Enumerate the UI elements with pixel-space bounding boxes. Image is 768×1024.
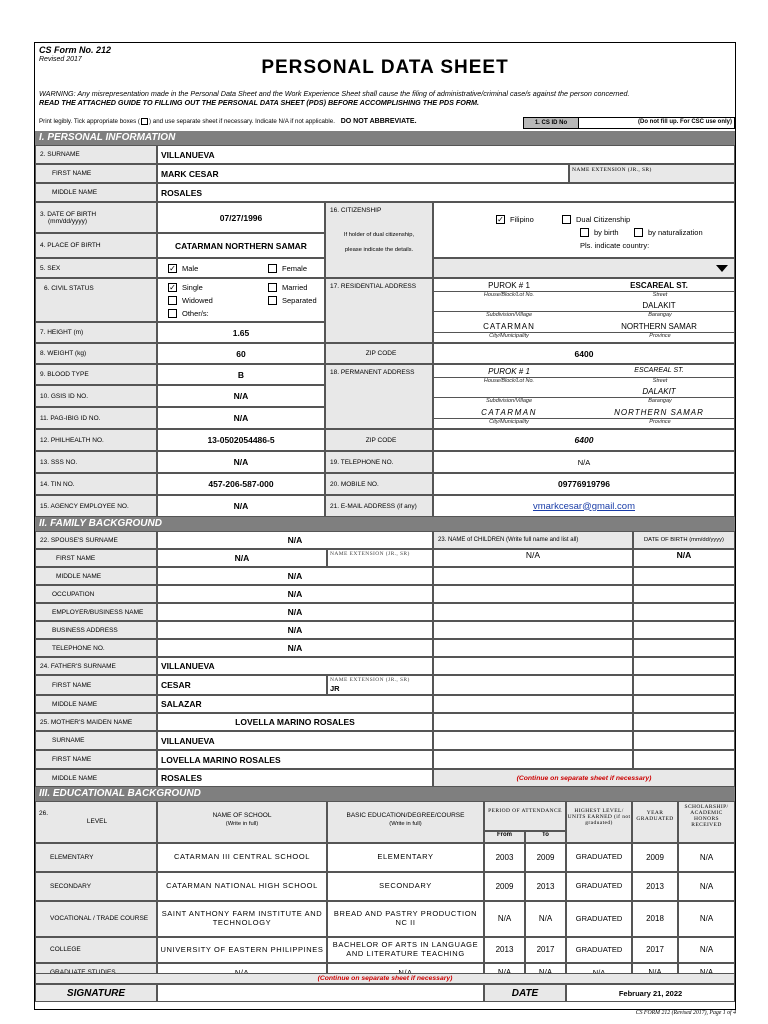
family-continue-note: (Continue on separate sheet if necessary)	[433, 769, 735, 787]
child-name-field[interactable]	[433, 695, 633, 713]
edu-highest-cell[interactable]: GRADUATED	[566, 843, 632, 872]
date-field[interactable]: February 21, 2022	[566, 984, 735, 1002]
edu-period-header: PERIOD OF ATTENDANCE	[484, 801, 566, 831]
edu-highest-header: HIGHEST LEVEL/ UNITS EARNED (if not graduated)	[566, 801, 632, 843]
child-dob-field[interactable]	[633, 639, 735, 657]
perm-sub-street: Street	[584, 377, 735, 384]
edu-highest-cell[interactable]: GRADUATED	[566, 872, 632, 901]
dob-format: (mm/dd/yyyy)	[48, 217, 87, 225]
cit-nat-option[interactable]	[634, 228, 703, 237]
father-middle-label: MIDDLE NAME	[35, 695, 157, 713]
cit-birth-option[interactable]	[580, 228, 619, 237]
edu-honors-cell[interactable]: N/A	[678, 901, 735, 937]
checkbox-checked-icon[interactable]: ✓	[497, 215, 504, 224]
spouse-ext-cell[interactable]	[327, 549, 433, 567]
res-sub-street: Street	[584, 291, 735, 298]
instr-part1: Print legibly. Tick appropriate boxes (	[39, 118, 140, 126]
edu-to-cell[interactable]: 2013	[525, 872, 566, 901]
telephone-label: 19. TELEPHONE NO.	[325, 451, 433, 473]
child-name-field[interactable]	[433, 731, 633, 750]
instr-part2: ) and use separate sheet if necessary. Indicate N/A if not applicable.	[149, 118, 335, 126]
child-dob-field[interactable]	[633, 621, 735, 639]
dual-note-2: please indicate the details.	[344, 247, 414, 253]
employer-field[interactable]: N/A	[157, 603, 433, 621]
mother-surname-label: SURNAME	[35, 731, 157, 750]
edu-level-label: LEVEL	[86, 818, 108, 825]
edu-year-header: YEAR GRADUATED	[632, 801, 678, 843]
edu-school-sub: (Write in full)	[225, 821, 259, 827]
father-ext-label: NAME EXTENSION (JR., SR)	[330, 677, 410, 683]
form-number: CS Form No. 212	[39, 45, 112, 55]
pob-label: 4. PLACE OF BIRTH	[35, 233, 157, 258]
child-dob-field[interactable]	[633, 603, 735, 621]
cit-filipino-option[interactable]	[496, 215, 534, 224]
edu-level-cell: COLLEGE	[35, 937, 157, 963]
tin-field[interactable]: 457-206-587-000	[157, 473, 325, 495]
res-house: PUROK # 1	[488, 281, 530, 290]
child-dob-field[interactable]	[633, 713, 735, 731]
spouse-surname-label: 22. SPOUSE'S SURNAME	[35, 531, 157, 549]
checkbox-icon[interactable]	[634, 228, 643, 237]
cit-dual-label: Dual Citizenship	[576, 215, 631, 224]
children-dob-label: DATE OF BIRTH (mm/dd/yyyy)	[633, 531, 735, 549]
employer-label: EMPLOYER/BUSINESS NAME	[35, 603, 157, 621]
edu-course-label: BASIC EDUCATION/DEGREE/COURSE	[346, 812, 465, 819]
perm-province: NORTHERN SAMAR	[614, 408, 704, 417]
edu-year-cell[interactable]: 2017	[632, 937, 678, 963]
spouse-ext-label: NAME EXTENSION (JR., SR)	[330, 551, 410, 557]
civil-separated-option[interactable]	[268, 296, 317, 305]
sss-field[interactable]: N/A	[157, 451, 325, 473]
mother-first-label: FIRST NAME	[35, 750, 157, 769]
print-instructions	[39, 118, 417, 125]
height-label: 7. HEIGHT (m)	[35, 322, 157, 343]
edu-honors-cell[interactable]: N/A	[678, 843, 735, 872]
perm-sub-city: City/Municipality	[434, 418, 584, 425]
sss-label: 13. SSS NO.	[35, 451, 157, 473]
tin-label: 14. TIN NO.	[35, 473, 157, 495]
checkbox-icon[interactable]	[268, 264, 277, 273]
mother-first-field[interactable]: LOVELLA MARINO ROSALES	[157, 750, 433, 769]
edu-from-cell[interactable]: 2003	[484, 843, 525, 872]
form-revision: Revised 2017	[39, 56, 82, 63]
tick-box-sample-icon	[141, 118, 148, 125]
edu-highest-cell[interactable]: GRADUATED	[566, 901, 632, 937]
child-name-field[interactable]	[433, 750, 633, 769]
edu-level-cell: ELEMENTARY	[35, 843, 157, 872]
spouse-telephone-field[interactable]: N/A	[157, 639, 433, 657]
checkbox-icon[interactable]	[168, 296, 177, 305]
edu-to-cell[interactable]: 2017	[525, 937, 566, 963]
checkbox-icon[interactable]	[168, 309, 177, 318]
surname-label: 2. SURNAME	[35, 145, 157, 164]
spouse-middle-label: MIDDLE NAME	[35, 567, 157, 585]
first-name-label: FIRST NAME	[35, 164, 157, 183]
perm-zip-field[interactable]: 6400	[433, 429, 735, 451]
child-name-field[interactable]: N/A	[433, 549, 633, 567]
edu-continue-note: (Continue on separate sheet if necessary)	[35, 973, 735, 984]
citizenship-label: 16. CITIZENSHIP	[330, 207, 382, 214]
pagibig-field[interactable]: N/A	[157, 407, 325, 429]
child-name-field[interactable]	[433, 675, 633, 695]
section-personal-info: I. PERSONAL INFORMATION	[35, 131, 735, 145]
child-name-field[interactable]	[433, 639, 633, 657]
child-name-field[interactable]	[433, 657, 633, 675]
father-ext-value: JR	[330, 684, 340, 693]
signature-field[interactable]	[157, 984, 484, 1002]
mother-surname-field[interactable]: VILLANUEVA	[157, 731, 433, 750]
father-surname-label: 24. FATHER'S SURNAME	[35, 657, 157, 675]
spouse-first-label: FIRST NAME	[35, 549, 157, 567]
edu-num-label: 26.	[39, 810, 49, 817]
civil-other-label: Other/s:	[182, 309, 209, 318]
height-field[interactable]: 1.65	[157, 322, 325, 343]
cs-id-box	[523, 117, 735, 129]
children-label: 23. NAME of CHILDREN (Write full name and list all)	[433, 531, 633, 549]
perm-address-label: 18. PERMANENT ADDRESS	[325, 364, 433, 429]
res-sub-barangay: Barangay	[584, 311, 735, 318]
child-dob-field[interactable]	[633, 675, 735, 695]
cs-id-note: (Do not fill up. For CSC use only)	[638, 119, 732, 125]
gsis-field[interactable]: N/A	[157, 385, 325, 407]
mother-middle-field[interactable]: ROSALES	[157, 769, 433, 787]
edu-course-cell[interactable]: BREAD AND PASTRY PRODUCTION NC II	[327, 901, 484, 937]
edu-from-cell[interactable]: 2013	[484, 937, 525, 963]
checkbox-icon[interactable]	[562, 215, 571, 224]
civil-other-option[interactable]	[168, 309, 209, 318]
edu-honors-cell[interactable]: N/A	[678, 872, 735, 901]
civil-married-label: Married	[282, 283, 308, 292]
child-dob-field[interactable]	[633, 750, 735, 769]
civil-single-label: Single	[182, 283, 203, 292]
edu-from-cell[interactable]: N/A	[484, 901, 525, 937]
checkbox-icon[interactable]	[268, 296, 277, 305]
agency-label: 15. AGENCY EMPLOYEE NO.	[35, 495, 157, 517]
child-name-field[interactable]	[433, 621, 633, 639]
dob-field[interactable]: 07/27/1996	[157, 202, 325, 233]
sex-options	[157, 258, 325, 278]
res-address-block[interactable]	[433, 278, 735, 343]
civil-status-options	[157, 278, 325, 322]
signature-label: SIGNATURE	[35, 984, 157, 1002]
res-sub-subdiv: Subdivision/Village	[434, 311, 584, 318]
dual-note-1: If holder of dual citizenship,	[343, 232, 415, 238]
mobile-field[interactable]: 09776919796	[433, 473, 735, 495]
business-address-label: BUSINESS ADDRESS	[35, 621, 157, 639]
warning-line: WARNING: Any misrepresentation made in the Personal Data Sheet and the Work Experience Sheet shall cause the filing of administrative/criminal case/s against the person concerned.	[39, 89, 630, 98]
edu-school-header	[157, 801, 327, 843]
res-zip-label: ZIP CODE	[325, 343, 433, 364]
perm-sub-subdiv: Subdivision/Village	[434, 397, 584, 404]
edu-school-cell[interactable]: UNIVERSITY OF EASTERN PHILIPPINES	[157, 937, 327, 963]
citizenship-label-cell	[325, 202, 433, 278]
spouse-surname-field[interactable]: N/A	[157, 531, 433, 549]
name-extension-label[interactable]: NAME EXTENSION (JR., SR)	[569, 164, 735, 183]
country-dropdown[interactable]	[433, 258, 735, 278]
edu-year-cell[interactable]: 2018	[632, 901, 678, 937]
child-dob-field[interactable]	[633, 731, 735, 750]
civil-widowed-option[interactable]	[168, 296, 213, 305]
edu-course-cell[interactable]: BACHELOR OF ARTS IN LANGUAGE AND LITERATURE TEACHING	[327, 937, 484, 963]
res-province: NORTHERN SAMAR	[621, 322, 697, 331]
gsis-label: 10. GSIS ID NO.	[35, 385, 157, 407]
child-dob-field[interactable]	[633, 695, 735, 713]
edu-honors-header: SCHOLARSHIP/ ACADEMIC HONORS RECEIVED	[678, 801, 735, 843]
father-middle-field[interactable]: SALAZAR	[157, 695, 433, 713]
edu-highest-cell[interactable]: GRADUATED	[566, 937, 632, 963]
citizenship-options	[433, 202, 735, 258]
blood-type-field[interactable]: B	[157, 364, 325, 385]
child-name-field[interactable]	[433, 603, 633, 621]
section-educational-background: III. EDUCATIONAL BACKGROUND	[35, 787, 735, 801]
edu-course-cell[interactable]: ELEMENTARY	[327, 843, 484, 872]
checkbox-icon[interactable]	[268, 283, 277, 292]
civil-separated-label: Separated	[282, 296, 317, 305]
sex-male-option[interactable]	[168, 264, 198, 273]
perm-city: CATARMAN	[481, 408, 537, 417]
agency-field[interactable]: N/A	[157, 495, 325, 517]
first-name-field[interactable]: MARK CESAR	[157, 164, 569, 183]
perm-barangay: DALAKIT	[642, 387, 676, 396]
child-name-field[interactable]	[433, 567, 633, 585]
mobile-label: 20. MOBILE NO.	[325, 473, 433, 495]
date-label: DATE	[484, 984, 566, 1002]
perm-street: ESCAREAL ST.	[634, 367, 684, 374]
email-link[interactable]: vmarkcesar@gmail.com	[532, 500, 636, 512]
civil-widowed-label: Widowed	[182, 296, 213, 305]
telephone-field[interactable]: N/A	[433, 451, 735, 473]
father-surname-field[interactable]: VILLANUEVA	[157, 657, 433, 675]
occupation-label: OCCUPATION	[35, 585, 157, 603]
perm-sub-house: House/Block/Lot No.	[434, 377, 584, 384]
page-footer-note: CS FORM 212 (Revised 2017), Page 1 of 4	[635, 1010, 736, 1016]
mother-maiden-label: 25. MOTHER'S MAIDEN NAME	[35, 713, 157, 731]
perm-sub-barangay: Barangay	[584, 397, 735, 404]
sex-male-label: Male	[182, 264, 199, 273]
edu-to-header: To	[525, 831, 566, 843]
dont-abbreviate: DO NOT ABBREVIATE.	[340, 118, 417, 126]
cit-dual-option[interactable]	[562, 215, 630, 224]
edu-year-cell[interactable]: 2009	[632, 843, 678, 872]
pds-form	[34, 42, 736, 1010]
dob-label: 3. DATE OF BIRTH	[40, 210, 97, 218]
edu-level-cell: SECONDARY	[35, 872, 157, 901]
edu-level-cell: VOCATIONAL / TRADE COURSE	[35, 901, 157, 937]
edu-school-label: NAME OF SCHOOL	[212, 812, 272, 819]
mother-middle-label: MIDDLE NAME	[35, 769, 157, 787]
cit-filipino-label: Filipino	[510, 215, 534, 224]
edu-from-header: From	[484, 831, 525, 843]
edu-to-cell[interactable]: N/A	[525, 901, 566, 937]
civil-married-option[interactable]	[268, 283, 307, 292]
dob-label-cell	[35, 202, 157, 233]
middle-name-label: MIDDLE NAME	[35, 183, 157, 202]
occupation-field[interactable]: N/A	[157, 585, 433, 603]
spouse-telephone-label: TELEPHONE NO.	[35, 639, 157, 657]
blood-type-label: 9. BLOOD TYPE	[35, 364, 157, 385]
surname-field[interactable]: VILLANUEVA	[157, 145, 735, 164]
perm-house: PUROK # 1	[488, 367, 530, 376]
res-street: ESCAREAL ST.	[630, 281, 688, 290]
email-label: 21. E-MAIL ADDRESS (if any)	[325, 495, 433, 517]
child-dob-field[interactable]: N/A	[633, 549, 735, 567]
res-sub-city: City/Municipality	[434, 332, 584, 339]
child-dob-field[interactable]	[633, 585, 735, 603]
res-address-label: 17. RESIDENTIAL ADDRESS	[325, 278, 433, 343]
father-ext-cell[interactable]	[327, 675, 433, 695]
perm-sub-province: Province	[584, 418, 735, 425]
philhealth-field[interactable]: 13-0502054486-5	[157, 429, 325, 451]
edu-school-cell[interactable]: CATARMAN NATIONAL HIGH SCHOOL	[157, 872, 327, 901]
civil-status-label: 6. CIVIL STATUS	[35, 278, 157, 322]
sex-female-label: Female	[282, 264, 308, 273]
spouse-first-field[interactable]: N/A	[157, 549, 327, 567]
pagibig-label: 11. PAG-IBIG ID NO.	[35, 407, 157, 429]
sex-female-option[interactable]	[268, 264, 307, 273]
weight-field[interactable]: 60	[157, 343, 325, 364]
cs-id-label: 1. CS ID No	[524, 118, 579, 128]
sex-label: 5. SEX	[35, 258, 157, 278]
pob-field[interactable]: CATARMAN NORTHERN SAMAR	[157, 233, 325, 258]
civil-single-option[interactable]	[168, 283, 203, 292]
page-title: PERSONAL DATA SHEET	[261, 57, 509, 78]
perm-address-block[interactable]	[433, 364, 735, 429]
cit-country-label: Pls. indicate country:	[580, 241, 650, 250]
checkbox-checked-icon[interactable]: ✓	[169, 264, 176, 273]
mother-maiden-field[interactable]: LOVELLA MARINO ROSALES	[157, 713, 433, 731]
cit-birth-label: by birth	[594, 228, 619, 237]
business-address-field[interactable]: N/A	[157, 621, 433, 639]
child-dob-field[interactable]	[633, 567, 735, 585]
edu-course-cell[interactable]: SECONDARY	[327, 872, 484, 901]
spouse-middle-field[interactable]: N/A	[157, 567, 433, 585]
edu-level-header	[35, 801, 157, 843]
edu-from-cell[interactable]: 2009	[484, 872, 525, 901]
edu-course-header	[327, 801, 484, 843]
read-guide-line: READ THE ATTACHED GUIDE TO FILLING OUT THE PERSONAL DATA SHEET (PDS) BEFORE ACCOMPLISHING THE PDS FORM.	[39, 98, 480, 107]
chevron-down-icon[interactable]	[716, 265, 728, 272]
res-sub-house: House/Block/Lot No.	[434, 291, 584, 298]
child-name-field[interactable]	[433, 713, 633, 731]
section-family-background: II. FAMILY BACKGROUND	[35, 517, 735, 531]
middle-name-field[interactable]: ROSALES	[157, 183, 735, 202]
checkbox-checked-icon[interactable]: ✓	[169, 283, 176, 292]
checkbox-icon[interactable]	[580, 228, 589, 237]
philhealth-label: 12. PHILHEALTH NO.	[35, 429, 157, 451]
edu-honors-cell[interactable]: N/A	[678, 937, 735, 963]
cit-nat-label: by naturalization	[648, 228, 703, 237]
child-dob-field[interactable]	[633, 657, 735, 675]
weight-label: 8. WEIGHT (kg)	[35, 343, 157, 364]
child-name-field[interactable]	[433, 585, 633, 603]
father-first-field[interactable]: CESAR	[157, 675, 327, 695]
perm-zip-label: ZIP CODE	[325, 429, 433, 451]
res-sub-province: Province	[584, 332, 735, 339]
res-city: CATARMAN	[483, 322, 535, 331]
email-field[interactable]	[433, 495, 735, 517]
edu-school-cell[interactable]: CATARMAN III CENTRAL SCHOOL	[157, 843, 327, 872]
edu-year-cell[interactable]: 2013	[632, 872, 678, 901]
res-barangay: DALAKIT	[642, 301, 676, 310]
res-zip-field[interactable]: 6400	[433, 343, 735, 364]
edu-school-cell[interactable]: SAINT ANTHONY FARM INSTITUTE AND TECHNOLOGY	[157, 901, 327, 937]
father-first-label: FIRST NAME	[35, 675, 157, 695]
warning-text	[39, 89, 729, 107]
edu-course-sub: (Write in full)	[389, 821, 422, 827]
edu-to-cell[interactable]: 2009	[525, 843, 566, 872]
